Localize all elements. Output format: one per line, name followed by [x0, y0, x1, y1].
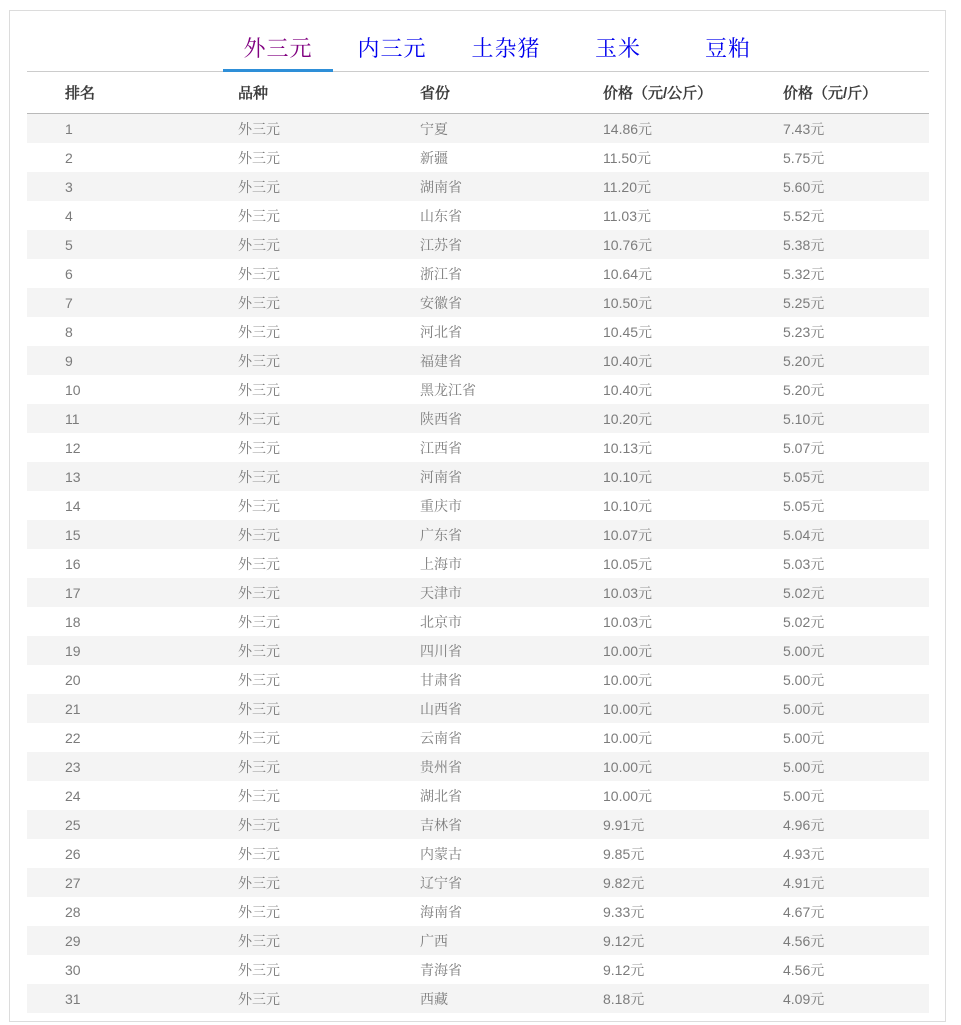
cell-price-per-kg: 10.13元 — [603, 439, 653, 456]
cell-rank: 21 — [65, 700, 81, 717]
table-row — [27, 433, 929, 462]
cell-breed: 外三元 — [238, 555, 280, 572]
table-row — [27, 201, 929, 230]
cell-price-per-kg: 10.40元 — [603, 352, 653, 369]
table-row — [27, 143, 929, 172]
cell-province: 贵州省 — [420, 758, 462, 775]
cell-rank: 12 — [65, 439, 81, 456]
cell-price-per-kg: 10.03元 — [603, 584, 653, 601]
cell-price-per-kg: 10.45元 — [603, 323, 653, 340]
tab-waisanyuan[interactable]: 外三元 — [223, 29, 333, 72]
table-row — [27, 868, 929, 897]
tab-yumi[interactable]: 玉米 — [594, 36, 641, 61]
cell-rank: 27 — [65, 874, 81, 891]
column-header: 省份 — [420, 85, 451, 102]
cell-price-per-kg: 10.05元 — [603, 555, 653, 572]
cell-price-per-kg: 9.85元 — [603, 845, 645, 862]
cell-price-per-kg: 9.82元 — [603, 874, 645, 891]
cell-price-per-kg: 10.00元 — [603, 729, 653, 746]
cell-province: 西藏 — [420, 990, 448, 1007]
cell-rank: 18 — [65, 613, 81, 630]
cell-rank: 3 — [65, 178, 73, 195]
cell-rank: 28 — [65, 903, 81, 920]
cell-rank: 20 — [65, 671, 81, 688]
cell-province: 湖北省 — [420, 787, 462, 804]
cell-price-per-kg: 10.50元 — [603, 294, 653, 311]
cell-rank: 2 — [65, 149, 73, 166]
cell-province: 黑龙江省 — [420, 381, 476, 398]
table-row — [27, 549, 929, 578]
cell-price-per-kg: 10.40元 — [603, 381, 653, 398]
cell-price-per-jin: 5.60元 — [783, 178, 825, 195]
cell-breed: 外三元 — [238, 961, 280, 978]
table-row — [27, 723, 929, 752]
cell-breed: 外三元 — [238, 787, 280, 804]
cell-price-per-kg: 9.91元 — [603, 816, 645, 833]
table-row — [27, 317, 929, 346]
table-header-row — [27, 72, 929, 114]
cell-rank: 22 — [65, 729, 81, 746]
cell-price-per-jin: 4.56元 — [783, 961, 825, 978]
table-row — [27, 810, 929, 839]
cell-breed: 外三元 — [238, 874, 280, 891]
cell-province: 重庆市 — [420, 497, 462, 514]
cell-breed: 外三元 — [238, 294, 280, 311]
table-row — [27, 288, 929, 317]
cell-price-per-jin: 5.20元 — [783, 352, 825, 369]
cell-rank: 23 — [65, 758, 81, 775]
cell-rank: 6 — [65, 265, 73, 282]
cell-breed: 外三元 — [238, 352, 280, 369]
cell-price-per-jin: 5.00元 — [783, 642, 825, 659]
tab-doupo[interactable]: 豆粕 — [704, 36, 751, 61]
cell-price-per-kg: 11.50元 — [603, 149, 651, 166]
cell-rank: 8 — [65, 323, 73, 340]
cell-price-per-jin: 7.43元 — [783, 120, 825, 137]
cell-breed: 外三元 — [238, 468, 280, 485]
cell-price-per-jin: 5.23元 — [783, 323, 825, 340]
cell-rank: 1 — [65, 120, 73, 137]
cell-price-per-jin: 5.04元 — [783, 526, 825, 543]
cell-province: 江苏省 — [420, 236, 462, 253]
cell-province: 上海市 — [420, 555, 462, 572]
cell-price-per-kg: 10.00元 — [603, 758, 653, 775]
table-row — [27, 839, 929, 868]
cell-price-per-kg: 9.12元 — [603, 932, 645, 949]
cell-province: 安徽省 — [420, 294, 462, 311]
cell-province: 甘肃省 — [420, 671, 462, 688]
cell-province: 山东省 — [420, 207, 462, 224]
cell-province: 吉林省 — [420, 816, 462, 833]
cell-breed: 外三元 — [238, 932, 280, 949]
cell-breed: 外三元 — [238, 845, 280, 862]
cell-province: 辽宁省 — [420, 874, 462, 891]
cell-rank: 24 — [65, 787, 81, 804]
cell-province: 山西省 — [420, 700, 462, 717]
cell-price-per-jin: 5.52元 — [783, 207, 825, 224]
table-row — [27, 955, 929, 984]
cell-breed: 外三元 — [238, 584, 280, 601]
table-row — [27, 520, 929, 549]
table-row — [27, 114, 929, 143]
table-row — [27, 752, 929, 781]
cell-price-per-kg: 9.33元 — [603, 903, 645, 920]
table-row — [27, 926, 929, 955]
table-row — [27, 578, 929, 607]
cell-breed: 外三元 — [238, 700, 280, 717]
table-row — [27, 375, 929, 404]
tab-tuzazhu[interactable]: 土杂猪 — [471, 36, 541, 61]
cell-price-per-jin: 5.32元 — [783, 265, 825, 282]
cell-price-per-kg: 11.20元 — [603, 178, 651, 195]
cell-breed: 外三元 — [238, 671, 280, 688]
cell-price-per-jin: 4.56元 — [783, 932, 825, 949]
cell-rank: 25 — [65, 816, 81, 833]
cell-price-per-jin: 5.38元 — [783, 236, 825, 253]
cell-province: 海南省 — [420, 903, 462, 920]
table-row — [27, 607, 929, 636]
cell-price-per-kg: 10.00元 — [603, 642, 653, 659]
cell-price-per-kg: 10.10元 — [603, 497, 653, 514]
cell-price-per-jin: 5.10元 — [783, 410, 825, 427]
cell-price-per-jin: 5.02元 — [783, 613, 825, 630]
cell-rank: 15 — [65, 526, 81, 543]
cell-rank: 26 — [65, 845, 81, 862]
cell-price-per-kg: 14.86元 — [603, 120, 653, 137]
cell-breed: 外三元 — [238, 265, 280, 282]
table-row — [27, 172, 929, 201]
cell-rank: 4 — [65, 207, 73, 224]
cell-price-per-jin: 5.00元 — [783, 729, 825, 746]
cell-price-per-jin: 5.05元 — [783, 497, 825, 514]
cell-price-per-jin: 5.02元 — [783, 584, 825, 601]
table-row — [27, 462, 929, 491]
cell-breed: 外三元 — [238, 613, 280, 630]
cell-price-per-jin: 4.67元 — [783, 903, 825, 920]
cell-rank: 31 — [65, 990, 81, 1007]
table-row — [27, 636, 929, 665]
cell-price-per-jin: 5.07元 — [783, 439, 825, 456]
table-row — [27, 984, 929, 1013]
cell-province: 宁夏 — [420, 120, 448, 137]
cell-rank: 5 — [65, 236, 73, 253]
cell-price-per-kg: 10.00元 — [603, 671, 653, 688]
cell-price-per-jin: 4.96元 — [783, 816, 825, 833]
cell-province: 内蒙古 — [420, 845, 462, 862]
cell-price-per-jin: 5.00元 — [783, 671, 825, 688]
cell-price-per-jin: 5.00元 — [783, 787, 825, 804]
cell-price-per-jin: 4.09元 — [783, 990, 825, 1007]
cell-price-per-kg: 10.00元 — [603, 700, 653, 717]
table-row — [27, 897, 929, 926]
cell-province: 福建省 — [420, 352, 462, 369]
cell-province: 广东省 — [420, 526, 462, 543]
cell-breed: 外三元 — [238, 526, 280, 543]
table-row — [27, 346, 929, 375]
cell-price-per-jin: 5.75元 — [783, 149, 825, 166]
cell-price-per-jin: 4.93元 — [783, 845, 825, 862]
table-row — [27, 694, 929, 723]
table-row — [27, 491, 929, 520]
cell-breed: 外三元 — [238, 642, 280, 659]
cell-price-per-kg: 10.20元 — [603, 410, 653, 427]
cell-rank: 13 — [65, 468, 81, 485]
cell-price-per-jin: 5.03元 — [783, 555, 825, 572]
table-row — [27, 259, 929, 288]
cell-breed: 外三元 — [238, 758, 280, 775]
cell-price-per-kg: 11.03元 — [603, 207, 651, 224]
cell-province: 北京市 — [420, 613, 462, 630]
cell-price-per-kg: 9.12元 — [603, 961, 645, 978]
cell-breed: 外三元 — [238, 439, 280, 456]
cell-breed: 外三元 — [238, 149, 280, 166]
column-header: 价格（元/公斤） — [603, 85, 713, 102]
cell-rank: 29 — [65, 932, 81, 949]
cell-province: 陕西省 — [420, 410, 462, 427]
cell-province: 天津市 — [420, 584, 462, 601]
cell-rank: 14 — [65, 497, 81, 514]
cell-price-per-jin: 5.00元 — [783, 700, 825, 717]
cell-rank: 17 — [65, 584, 81, 601]
cell-province: 云南省 — [420, 729, 462, 746]
cell-province: 浙江省 — [420, 265, 462, 282]
cell-price-per-jin: 5.25元 — [783, 294, 825, 311]
cell-breed: 外三元 — [238, 381, 280, 398]
cell-price-per-kg: 10.76元 — [603, 236, 653, 253]
cell-rank: 30 — [65, 961, 81, 978]
cell-breed: 外三元 — [238, 729, 280, 746]
tab-neisanyuan[interactable]: 内三元 — [357, 36, 427, 61]
cell-province: 四川省 — [420, 642, 462, 659]
column-header: 排名 — [65, 85, 96, 102]
cell-price-per-kg: 10.03元 — [603, 613, 653, 630]
cell-price-per-kg: 10.07元 — [603, 526, 653, 543]
table-row — [27, 404, 929, 433]
cell-breed: 外三元 — [238, 990, 280, 1007]
table-body — [27, 114, 929, 1013]
cell-province: 湖南省 — [420, 178, 462, 195]
cell-breed: 外三元 — [238, 323, 280, 340]
cell-rank: 16 — [65, 555, 81, 572]
cell-breed: 外三元 — [238, 207, 280, 224]
table-row — [27, 665, 929, 694]
cell-breed: 外三元 — [238, 816, 280, 833]
cell-rank: 11 — [65, 410, 80, 427]
tab-bar — [223, 29, 783, 72]
cell-breed: 外三元 — [238, 410, 280, 427]
cell-rank: 19 — [65, 642, 81, 659]
cell-province: 河南省 — [420, 468, 462, 485]
price-table-card — [9, 10, 946, 1022]
cell-price-per-kg: 10.64元 — [603, 265, 653, 282]
cell-rank: 9 — [65, 352, 73, 369]
cell-province: 新疆 — [420, 149, 448, 166]
cell-breed: 外三元 — [238, 903, 280, 920]
cell-price-per-kg: 8.18元 — [603, 990, 645, 1007]
column-header: 价格（元/斤） — [783, 85, 878, 102]
cell-price-per-kg: 10.00元 — [603, 787, 653, 804]
cell-breed: 外三元 — [238, 497, 280, 514]
cell-province: 青海省 — [420, 961, 462, 978]
table-row — [27, 230, 929, 259]
cell-province: 广西 — [420, 932, 448, 949]
table-row — [27, 781, 929, 810]
cell-province: 江西省 — [420, 439, 462, 456]
cell-breed: 外三元 — [238, 178, 280, 195]
cell-price-per-kg: 10.10元 — [603, 468, 653, 485]
cell-price-per-jin: 4.91元 — [783, 874, 825, 891]
column-header: 品种 — [238, 85, 269, 102]
cell-breed: 外三元 — [238, 120, 280, 137]
cell-rank: 7 — [65, 294, 73, 311]
cell-price-per-jin: 5.00元 — [783, 758, 825, 775]
cell-breed: 外三元 — [238, 236, 280, 253]
cell-price-per-jin: 5.20元 — [783, 381, 825, 398]
cell-province: 河北省 — [420, 323, 462, 340]
cell-price-per-jin: 5.05元 — [783, 468, 825, 485]
cell-rank: 10 — [65, 381, 81, 398]
